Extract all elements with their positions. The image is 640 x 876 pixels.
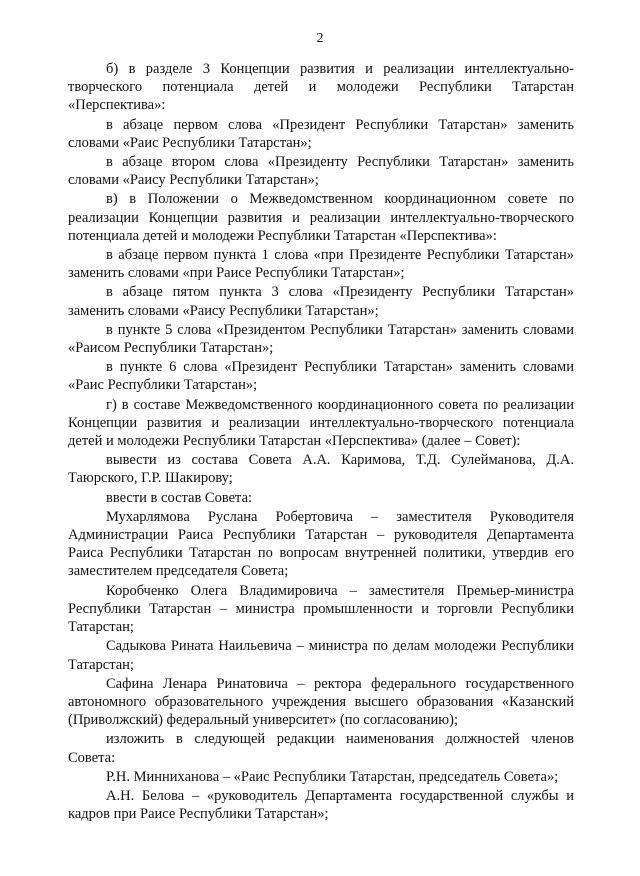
- paragraph: ввести в состав Совета:: [106, 489, 253, 506]
- paragraph: в абзаце первом пункта 1 слова «при Президенте Республики Татарстан» заменить словами «при Раисе Республики Татарстан»;: [68, 247, 574, 282]
- paragraph-member: Сафина Ленара Ринатовича – ректора федерального государственного автономного образовательного учреждения высшего образования «Казанский (Приволжский) федеральный университет» (по согласованию);: [68, 675, 574, 729]
- paragraph-member: Р.Н. Минниханова – «Раис Республики Татарстан, председатель Совета»;: [106, 768, 559, 785]
- paragraph-member: Садыкова Рината Наильевича – министра по делам молодежи Республики Татарстан;: [68, 638, 574, 673]
- paragraph: изложить в следующей редакции наименования должностей членов Совета:: [68, 731, 574, 766]
- paragraph-section-v: в) в Положении о Межведомственном координационном совете по реализации Концепции развития и реализации интеллектуально-творческого потенциала детей и молодежи Республики Татарстан «Перспектива»:: [68, 191, 574, 244]
- document-body: [68, 60, 574, 824]
- paragraph: в пункте 5 слова «Президентом Республики Татарстан» заменить словами «Раисом Республики Татарстан»;: [68, 321, 574, 357]
- paragraph-section-b: б) в разделе 3 Концепции развития и реализации интеллектуально-творческого потенциала детей и молодежи Республики Татарстан «Перспектива»:: [68, 61, 574, 114]
- page-number: 2: [316, 31, 324, 46]
- paragraph: вывести из состава Совета А.А. Каримова, Т.Д. Сулейманова, Д.А. Таюрского, Г.Р. Шакирову;: [68, 452, 574, 487]
- paragraph: в пункте 6 слова «Президент Республики Татарстан» заменить словами «Раис Республики Татарстан»;: [68, 359, 574, 394]
- paragraph: в абзаце первом слова «Президент Республики Татарстан» заменить словами «Раис Республики Татарстан»;: [68, 116, 574, 151]
- paragraph-member: Коробченко Олега Владимировича – заместителя Премьер-министра Республики Татарстан – министра промышленности и торговли Республики Татарстан;: [68, 582, 574, 636]
- paragraph: в абзаце втором слова «Президенту Республики Татарстан» заменить словами «Раису Республики Татарстан»;: [68, 154, 574, 189]
- paragraph-member: Мухарлямова Руслана Робертовича – заместителя Руководителя Администрации Раиса Республики Татарстан – руководителя Департамента Раиса Республики Татарстан по вопросам внутренней политики, утвердив его заместителем председателя Совета;: [68, 508, 574, 580]
- paragraph-section-g: г) в составе Межведомственного координационного совета по реализации Концепции развития и реализации интеллектуально-творческого потенциала детей и молодежи Республики Татарстан «Перспектива» (далее – Совет):: [68, 396, 574, 450]
- paragraph-member: А.Н. Белова – «руководитель Департамента государственной службы и кадров при Раисе Республики Татарстан»;: [68, 787, 574, 823]
- paragraph: в абзаце пятом пункта 3 слова «Президенту Республики Татарстан» заменить словами «Раису Республики Татарстан»;: [68, 284, 574, 319]
